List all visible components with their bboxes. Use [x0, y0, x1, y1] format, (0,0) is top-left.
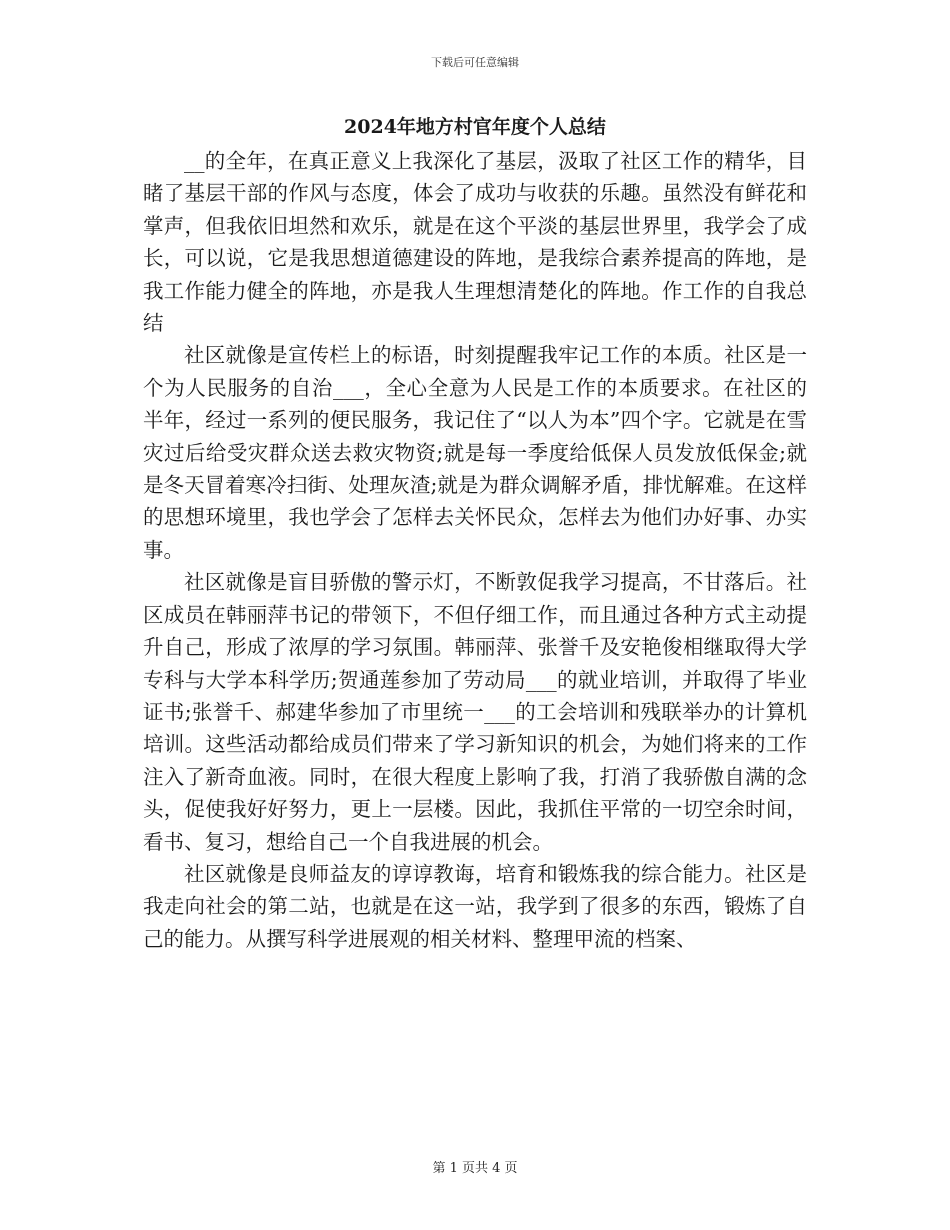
document-title: 2024年地方村官年度个人总结 — [344, 116, 606, 138]
page-footer: 第 1 页共 4 页 — [432, 1161, 518, 1176]
header-note: 下载后可任意编辑 — [431, 56, 519, 69]
paragraph-3: 社区就像是盲目骄傲的警示灯，不断敦促我学习提高，不甘落后。社区成员在韩丽萍书记的带领下，不但仔细工作，而且通过各种方式主动提升自己，形成了浓厚的学习氛围。韩丽萍、张誉千及安艳俊相继取得大学专科与大学本科学历;贺通莲参加了劳动局___的就业培训，并取得了毕业证书;张誉千、郝建华参加了市里统一___的工会培训和残联举办的计算机培训。这些活动都给成员们带来了学习新知识的机会，为她们将来的工作注入了新奇血液。同时，在很大程度上影响了我，打消了我骄傲自满的念头，促使我好好努力，更上一层楼。因此，我抓住平常的一切空余时间，看书、复习，想给自己一个自我进展的机会。 — [143, 570, 807, 854]
paragraph-1: __的全年，在真正意义上我深化了基层，汲取了社区工作的精华，目睹了基层干部的作风与态度，体会了成功与收获的乐趣。虽然没有鲜花和掌声，但我依旧坦然和欢乐，就是在这个平淡的基层世界里，我学会了成长，可以说，它是我思想道德建设的阵地，是我综合素养提高的阵地，是我工作能力健全的阵地，亦是我人生理想清楚化的阵地。作工作的自我总结 — [143, 149, 807, 336]
paragraph-2: 社区就像是宣传栏上的标语，时刻提醒我牢记工作的本质。社区是一个为人民服务的自治___，全心全意为人民是工作的本质要求。在社区的半年，经过一系列的便民服务，我记住了“以人为本”四个字。它就是在雪灾过后给受灾群众送去救灾物资;就是每一季度给低保人员发放低保金;就是冬天冒着寒冷扫街、处理灰渣;就是为群众调解矛盾，排忧解难。在这样的思想环境里，我也学会了怎样去关怀民众，怎样去为他们办好事、办实事。 — [143, 343, 807, 562]
paragraph-4: 社区就像是良师益友的谆谆教诲，培育和锻炼我的综合能力。社区是我走向社会的第二站，也就是在这一站，我学到了很多的东西，锻炼了自己的能力。从撰写科学进展观的相关材料、整理甲流的档案、 — [143, 861, 807, 951]
document-body — [143, 145, 807, 955]
